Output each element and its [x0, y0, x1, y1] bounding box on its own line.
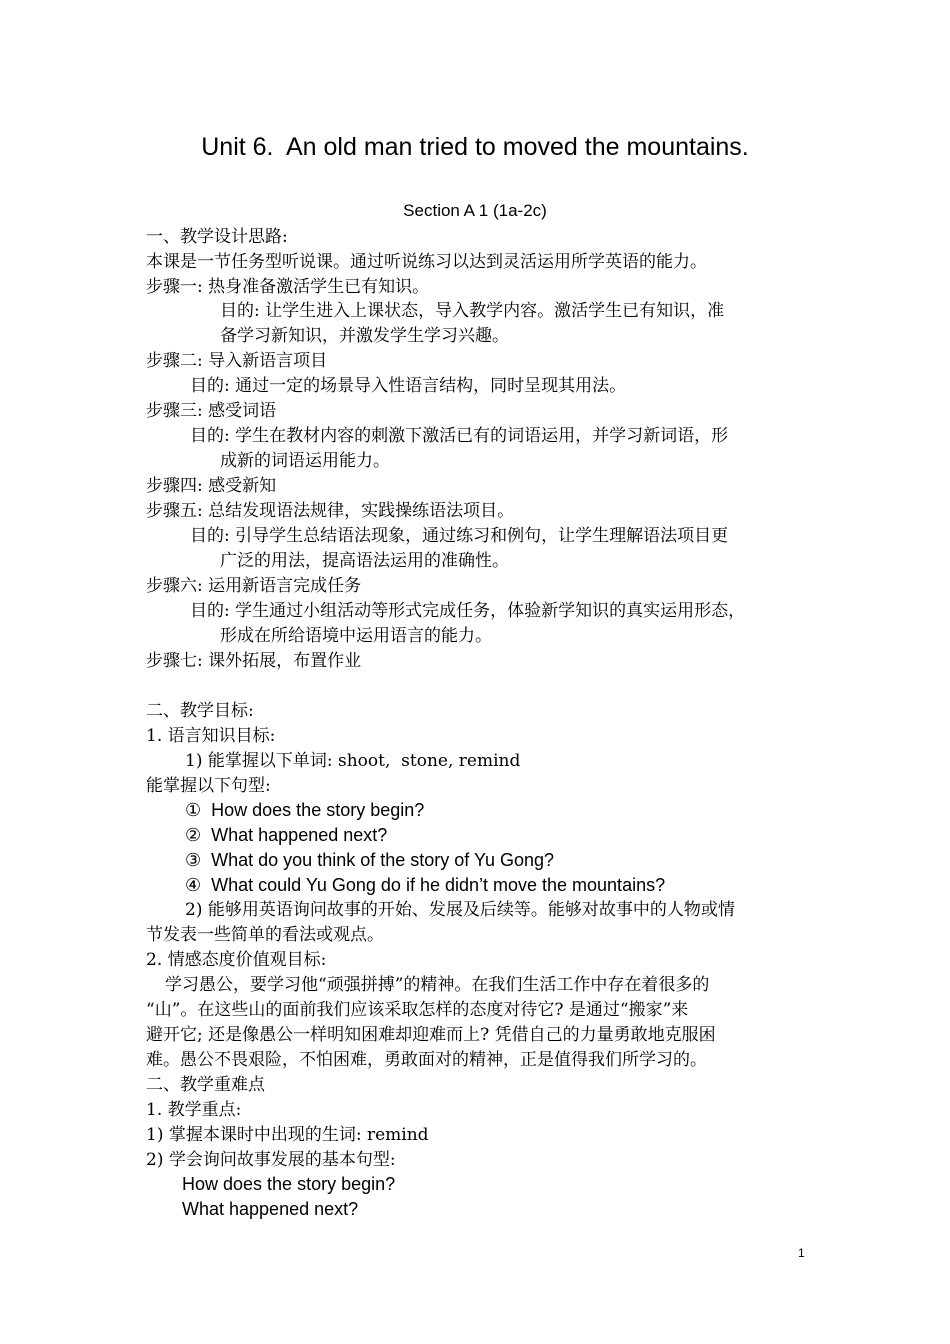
key-point-vocab: 1) 掌握本课时中出现的生词: remind [146, 1125, 429, 1145]
heading-objectives: 二、教学目标: [146, 701, 254, 721]
step-6-purpose-cont: 形成在所给语境中运用语言的能力。 [220, 626, 492, 646]
page-number: 1 [798, 1246, 805, 1260]
document-title: Unit 6. An old man tried to moved the mountains. [201, 133, 749, 161]
ability-line: 2) 能够用英语询问故事的开始、发展及后续等。能够对故事中的人物或情 [185, 900, 735, 920]
pattern-3: ③ What do you think of the story of Yu Gong? [185, 850, 555, 870]
pattern-2: ② What happened next? [185, 825, 388, 845]
step-2: 步骤二: 导入新语言项目 [146, 351, 328, 371]
step-3-purpose: 目的: 学生在教材内容的刺激下激活已有的词语运用，并学习新词语，形 [190, 426, 729, 446]
heading-design-idea: 一、教学设计思路: [146, 227, 288, 247]
values-paragraph-3: 避开它; 还是像愚公一样明知困难却迎难而上? 凭借自己的力量勇敢地克服困 [146, 1025, 716, 1045]
ability-line-cont: 节发表一些简单的看法或观点。 [146, 925, 384, 945]
values-paragraph-2: “山”。在这些山的面前我们应该采取怎样的态度对待它? 是通过“搬家”来 [146, 1000, 689, 1020]
step-3: 步骤三: 感受词语 [146, 401, 277, 421]
step-6-purpose: 目的: 学生通过小组活动等形式完成任务，体验新学知识的真实运用形态， [190, 601, 746, 621]
pattern-4: ④ What could Yu Gong do if he didn’t move the mountains? [185, 875, 666, 895]
step-5-purpose-cont: 广泛的用法，提高语法运用的准确性。 [220, 551, 509, 571]
objective-2: 2. 情感态度价值观目标: [146, 950, 327, 970]
step-3-purpose-cont: 成新的词语运用能力。 [220, 451, 390, 471]
step-5-purpose: 目的: 引导学生总结语法现象，通过练习和例句，让学生理解语法项目更 [190, 526, 729, 546]
objective-1: 1. 语言知识目标: [146, 726, 276, 746]
key-pattern-2: What happened next? [182, 1199, 359, 1219]
pattern-1: ① How does the story begin? [185, 800, 425, 820]
key-pattern-1: How does the story begin? [182, 1174, 396, 1194]
step-2-purpose: 目的: 通过一定的场景导入性语言结构，同时呈现其用法。 [190, 376, 627, 396]
step-1-purpose-cont: 备学习新知识，并激发学生学习兴趣。 [220, 326, 509, 346]
step-5: 步骤五: 总结发现语法规律，实践操练语法项目。 [146, 501, 515, 521]
vocab-line: 1) 能掌握以下单词: shoot, stone, remind [185, 751, 521, 771]
step-4: 步骤四: 感受新知 [146, 476, 277, 496]
key-points-1: 1. 教学重点: [146, 1100, 242, 1120]
step-7: 步骤七: 课外拓展，布置作业 [146, 651, 362, 671]
step-6: 步骤六: 运用新语言完成任务 [146, 576, 362, 596]
step-1: 步骤一: 热身准备激活学生已有知识。 [146, 277, 430, 297]
section-subtitle: Section A 1 (1a-2c) [403, 201, 547, 220]
paragraph-intro: 本课是一节任务型听说课。通过听说练习以达到灵活运用所学英语的能力。 [146, 252, 707, 272]
key-point-patterns: 2) 学会询问故事发展的基本句型: [146, 1150, 396, 1170]
values-paragraph-1: 学习愚公，要学习他“顽强拼搏”的精神。在我们生活工作中存在着很多的 [165, 975, 710, 995]
sentence-patterns-label: 能掌握以下句型: [146, 776, 271, 796]
values-paragraph-4: 难。愚公不畏艰险，不怕困难，勇敢面对的精神，正是值得我们所学习的。 [146, 1050, 707, 1070]
heading-key-points: 二、教学重难点 [146, 1075, 265, 1095]
step-1-purpose: 目的: 让学生进入上课状态，导入教学内容。激活学生已有知识，准 [220, 301, 725, 321]
